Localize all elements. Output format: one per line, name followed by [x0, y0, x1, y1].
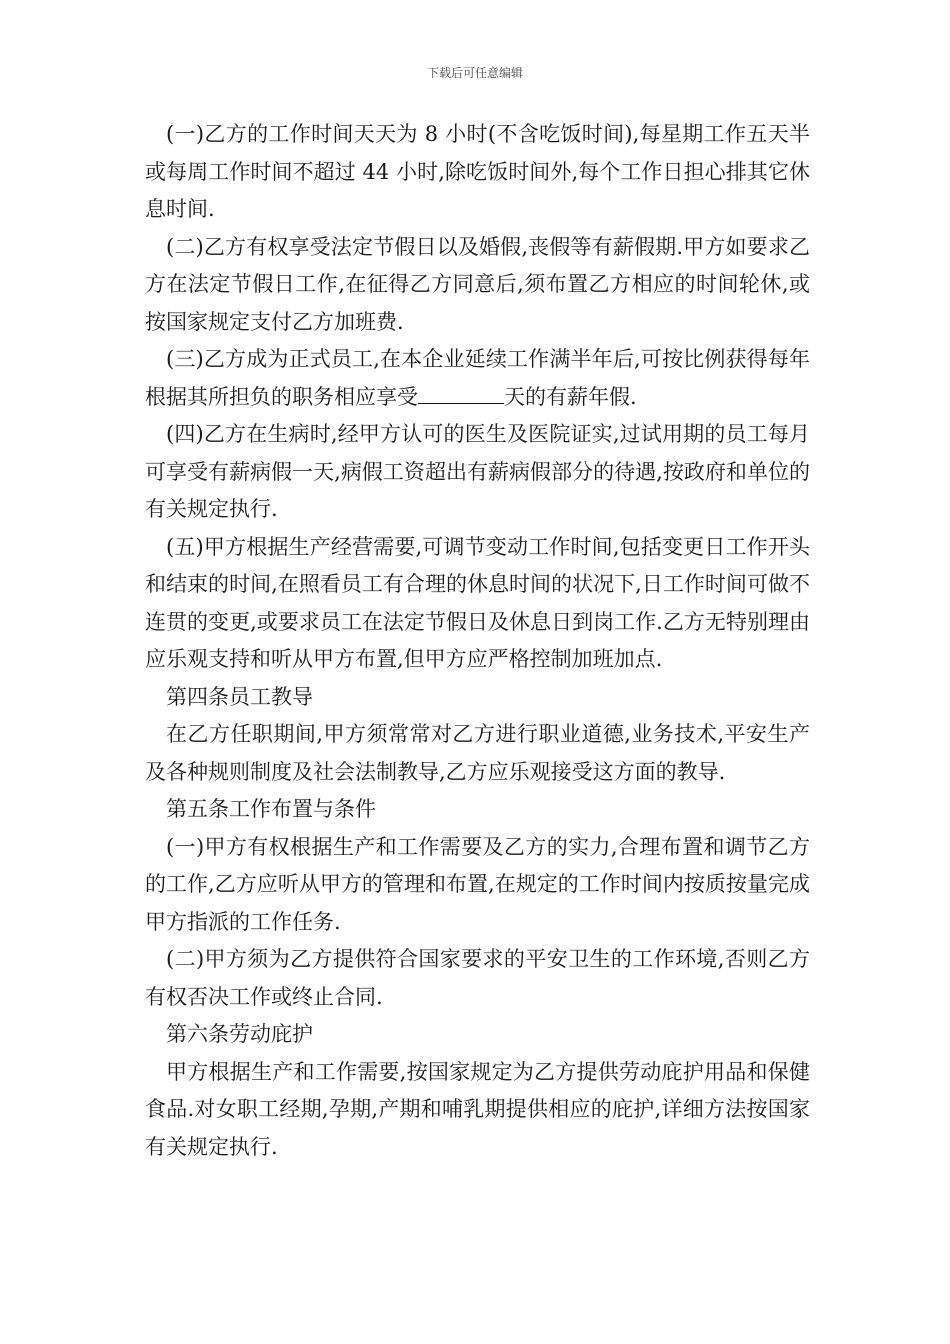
section-heading-education: 第四条员工教导 [166, 684, 313, 709]
paragraph-sick-leave: (四)乙方在生病时,经甲方认可的医生及医院证实,过试用期的员工每月可享受有薪病假一天,病假工资超出有薪病假部分的待遇,按政府和单位的有关规定执行. [145, 422, 810, 521]
annual-leave-text-before: (三)乙方成为正式员工,在本企业延续工作满半年后,可按比例获得每年根据其所担负的职务相应享受 [145, 347, 810, 409]
page-header: 下载后可任意编辑 [426, 66, 523, 80]
paragraph-work-hours: (一)乙方的工作时间天天为 8 小时(不含吃饭时间),每星期工作五天半或每周工作时间不超过 44 小时,除吃饭时间外,每个工作日担心排其它休息时间. [145, 122, 810, 221]
paragraph-labor-protection: 甲方根据生产和工作需要,按国家规定为乙方提供劳动庇护用品和保健食品.对女职工经期,孕期,产期和哺乳期提供相应的庇护,详细方法按国家有关规定执行. [145, 1059, 810, 1159]
paragraph-work-environment: (二)甲方须为乙方提供符合国家要求的平安卫生的工作环境,否则乙方有权否决工作或终止合同. [145, 947, 810, 1009]
paragraph-work-assignment: (一)甲方有权根据生产和工作需要及乙方的实力,合理布置和调节乙方的工作,乙方应听从甲方的管理和布置,在规定的工作时间内按质按量完成甲方指派的工作任务. [145, 834, 810, 934]
paragraph-annual-leave [145, 341, 810, 416]
paragraph-education: 在乙方任职期间,甲方须常常对乙方进行职业道德,业务技术,平安生产及各种规则制度及社会法制教导,乙方应乐观接受这方面的教导. [145, 722, 810, 784]
paragraph-holidays: (二)乙方有权享受法定节假日以及婚假,丧假等有薪假期.甲方如要求乙方在法定节假日工作,在征得乙方同意后,须布置乙方相应的时间轮休,或按国家规定支付乙方加班费. [145, 234, 810, 334]
annual-leave-text-after: 天的有薪年假. [504, 384, 637, 409]
section-heading-work-arrangement: 第五条工作布置与条件 [166, 797, 376, 821]
paragraph-schedule-adjustment: (五)甲方根据生产经营需要,可调节变动工作时间,包括变更日工作开头和结束的时间,在照看员工有合理的休息时间的状况下,日工作时间可做不连贯的变更,或要求员工在法定节假日及休息日到岗工作.乙方无特别理由应乐观支持和听从甲方布置,但甲方应严格控制加班加点. [145, 534, 810, 671]
document-body [145, 116, 810, 1166]
section-heading-labor-protection: 第六条劳动庇护 [166, 1022, 313, 1046]
annual-leave-days-blank [418, 385, 504, 404]
